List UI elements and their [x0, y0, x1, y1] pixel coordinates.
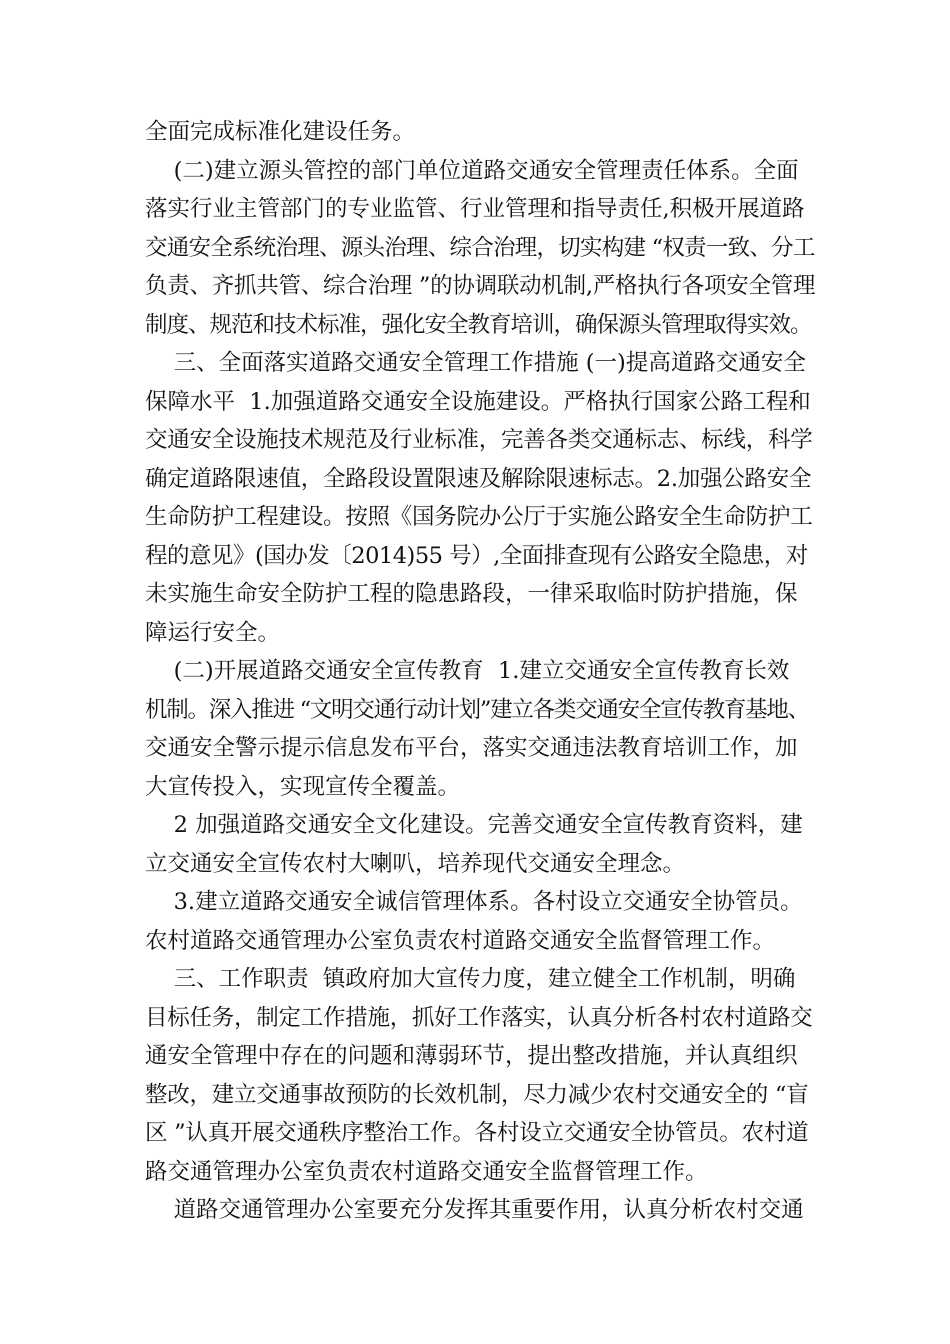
text-line: 未实施生命安全防护工程的隐患路段，一律采取临时防护措施，保	[145, 581, 798, 607]
text-line: 三、全面落实道路交通安全管理工作措施 (一)提高道路交通安全	[145, 350, 806, 376]
text-line: (二)建立源头管控的部门单位道路交通安全管理责任体系。全面	[145, 157, 799, 184]
text-line: (二)开展道路交通安全宣传教育 1.建立交通安全宣传教育长效	[145, 658, 790, 684]
text-line: 立交通安全宣传农村大喇叭，培养现代交通安全理念。	[145, 850, 686, 877]
text-line: 整改，建立交通事故预防的长效机制，尽力减少农村交通安全的 “盲	[145, 1081, 809, 1108]
text-line: 2 加强道路交通安全文化建设。完善交通安全宣传教育资料，建	[145, 812, 803, 838]
text-line: 障运行安全。	[145, 619, 281, 646]
text-line: 机制。深入推进 “文明交通行动计划”建立各类交通安全宣传教育基地、	[145, 696, 809, 723]
text-line: 三、工作职责 镇政府加大宣传力度，建立健全工作机制，明确	[145, 966, 796, 992]
text-line: 区 ”认真开展交通秩序整治工作。各村设立交通安全协管员。农村道	[145, 1120, 809, 1146]
text-line: 生命防护工程建设。按照《国务院办公厅于实施公路安全生命防护工	[145, 504, 813, 530]
text-line: 目标任务，制定工作措施，抓好工作落实，认真分析各村农村道路交	[145, 1004, 813, 1031]
text-line: 大宣传投入，实现宣传全覆盖。	[145, 773, 461, 800]
text-line: 道路交通管理办公室要充分发挥其重要作用，认真分析农村交通	[145, 1197, 804, 1223]
text-line: 通安全管理中存在的问题和薄弱环节，提出整改措施，并认真组织	[145, 1043, 798, 1069]
text-line: 全面完成标准化建设任务。	[145, 119, 416, 145]
text-line: 落实行业主管部门的专业监管、行业管理和指导责任,积极开展道路	[145, 196, 805, 222]
text-line: 负责、齐抓共管、综合治理 ”的协调联动机制,严格执行各项安全管理	[145, 273, 816, 299]
text-line: 3.建立道路交通安全诚信管理体系。各村设立交通安全协管员。	[145, 889, 803, 915]
text-line: 确定道路限速值，全路段设置限速及解除限速标志。2.加强公路安全	[145, 465, 812, 492]
document-body	[145, 113, 815, 1230]
text-line: 制度、规范和技术标准，强化安全教育培训，确保源头管理取得实效。	[145, 311, 812, 338]
text-line: 交通安全设施技术规范及行业标准，完善各类交通标志、标线，科学	[145, 427, 813, 453]
text-line: 程的意见》(国办发〔2014)55 号）,全面排查现有公路安全隐患，对	[145, 542, 808, 569]
text-line: 保障水平 1.加强道路交通安全设施建设。严格执行国家公路工程和	[145, 388, 811, 415]
text-line: 路交通管理办公室负责农村道路交通安全监督管理工作。	[145, 1158, 708, 1185]
text-line: 交通安全系统治理、源头治理、综合治理，切实构建 “权责一致、分工	[145, 234, 815, 261]
text-line: 交通安全警示提示信息发布平台，落实交通违法教育培训工作，加	[145, 735, 798, 761]
text-line: 农村道路交通管理办公室负责农村道路交通安全监督管理工作。	[145, 927, 776, 954]
